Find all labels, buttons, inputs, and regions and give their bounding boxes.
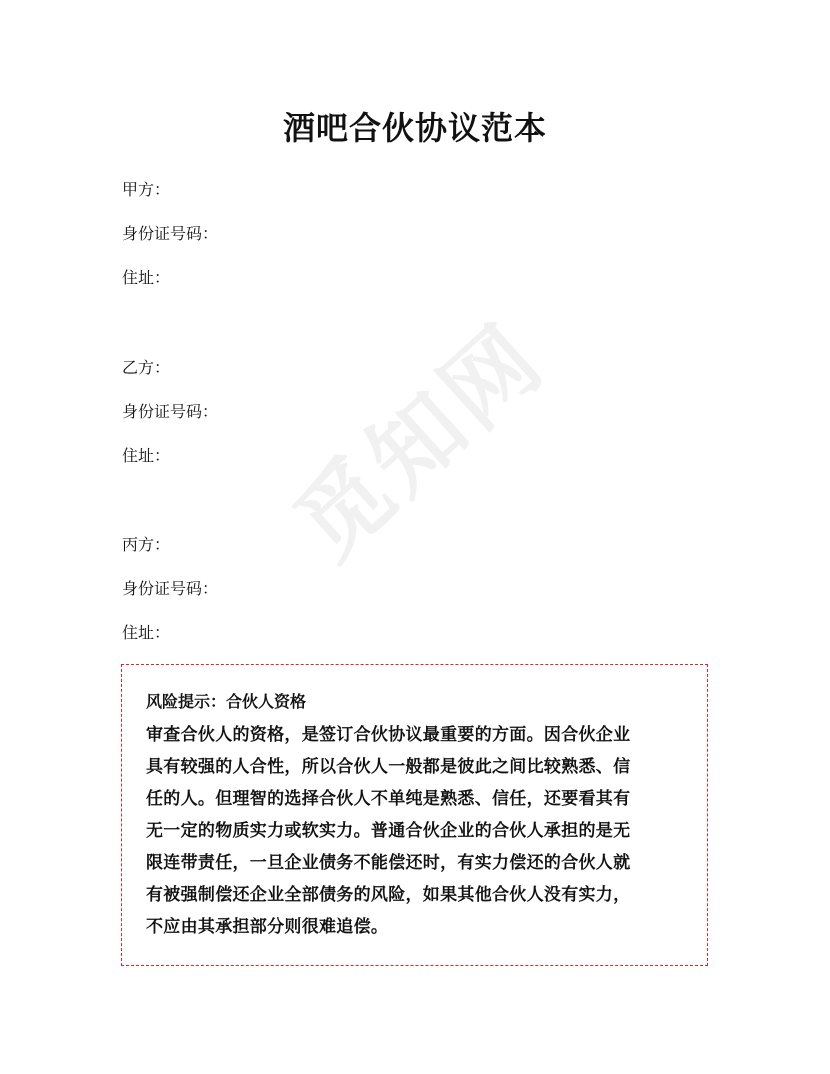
party-b-label: 乙方： xyxy=(122,358,171,377)
risk-notice-line: 不应由其承担部分则很难追偿。 xyxy=(146,917,389,937)
party-a-id-label: 身份证号码： xyxy=(122,224,219,243)
party-a-block xyxy=(122,178,622,310)
party-b-id-label: 身份证号码： xyxy=(122,402,219,421)
risk-notice-line: 任的人。但理智的选择合伙人不单纯是熟悉、信任，还要看其有 xyxy=(146,789,631,809)
party-b-block xyxy=(122,356,622,488)
risk-notice-line: 具有较强的人合性，所以合伙人一般都是彼此之间比较熟悉、信 xyxy=(146,757,631,777)
party-c-address-label: 住址： xyxy=(122,623,171,642)
risk-notice-heading: 风险提示：合伙人资格 xyxy=(146,692,307,711)
risk-notice-line: 有被强制偿还企业全部债务的风险，如果其他合伙人没有实力， xyxy=(146,885,631,905)
party-a-address-label: 住址： xyxy=(122,268,171,287)
party-b-address-label: 住址： xyxy=(122,446,171,465)
party-c-label: 丙方： xyxy=(122,535,171,554)
watermark: 觅知网 xyxy=(274,303,566,580)
risk-notice-line: 审查合伙人的资格，是签订合伙协议最重要的方面。因合伙企业 xyxy=(146,725,631,745)
risk-notice-box xyxy=(121,664,708,966)
risk-notice-text xyxy=(146,719,685,943)
party-a-label: 甲方： xyxy=(122,180,171,199)
party-c-id-label: 身份证号码： xyxy=(122,579,219,598)
page-title: 酒吧合伙协议范本 xyxy=(282,109,547,147)
party-c-block xyxy=(122,533,622,665)
risk-notice-line: 无一定的物质实力或软实力。普通合伙企业的合伙人承担的是无 xyxy=(146,821,631,841)
risk-notice-line: 限连带责任，一旦企业债务不能偿还时，有实力偿还的合伙人就 xyxy=(146,853,631,873)
